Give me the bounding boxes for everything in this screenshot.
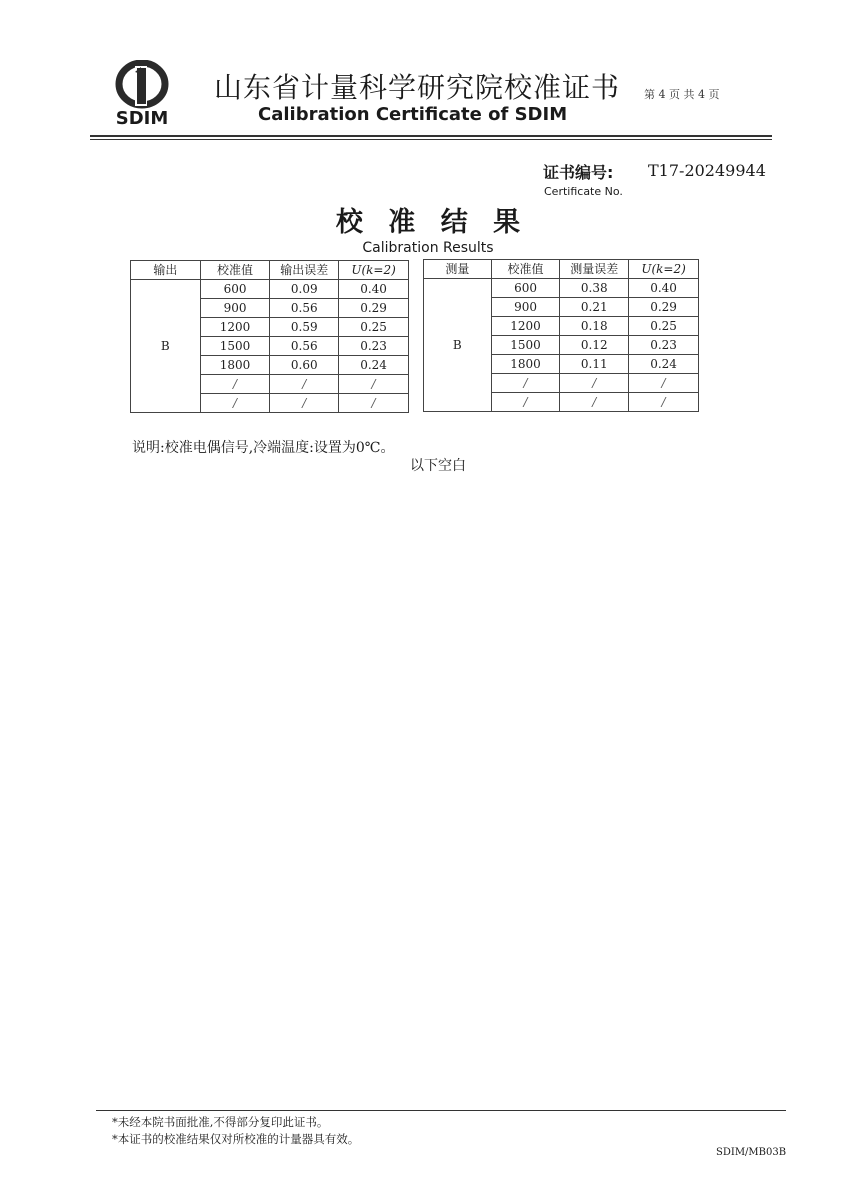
table-cell: / <box>339 394 409 413</box>
table-cell: 0.29 <box>629 298 699 317</box>
table-cell: 0.23 <box>629 336 699 355</box>
table-cell: 0.40 <box>339 280 409 299</box>
table-cell: / <box>270 394 339 413</box>
table-cell: 0.40 <box>629 279 699 298</box>
footer-note-copy: *未经本院书面批准,不得部分复印此证书。 <box>112 1115 329 1129</box>
table-row <box>424 279 699 298</box>
section-title-cn: 校 准 结 果 <box>335 207 529 238</box>
logo-text: SDIM <box>115 108 169 129</box>
table-cell: 0.23 <box>339 337 409 356</box>
column-header: 输出误差 <box>270 261 339 280</box>
table-cell: 0.56 <box>270 337 339 356</box>
table-cell: / <box>491 393 560 412</box>
table-cell: / <box>560 374 629 393</box>
table-cell: 900 <box>491 298 560 317</box>
table-cell: 0.18 <box>560 317 629 336</box>
table-cell: 1500 <box>200 337 270 356</box>
table-cell: 0.25 <box>629 317 699 336</box>
table-cell: 0.09 <box>270 280 339 299</box>
table-cell: 1200 <box>200 318 270 337</box>
table-cell: / <box>491 374 560 393</box>
table-cell: 0.38 <box>560 279 629 298</box>
calibration-note: 说明:校准电偶信号,冷端温度:设置为0℃。 <box>132 440 395 456</box>
column-header: 测量 <box>424 260 492 279</box>
group-cell: B <box>424 279 492 412</box>
table-cell: / <box>560 393 629 412</box>
column-header: U(k=2) <box>339 261 409 280</box>
table-row <box>131 280 409 299</box>
blank-below-notice: 以下空白 <box>410 458 466 474</box>
table-cell: 0.25 <box>339 318 409 337</box>
column-header: U(k=2) <box>629 260 699 279</box>
page-count: 第 4 页 共 4 页 <box>644 88 720 101</box>
table-cell: 0.24 <box>629 355 699 374</box>
table-cell: 600 <box>491 279 560 298</box>
table-cell: / <box>270 375 339 394</box>
table-cell: 1200 <box>491 317 560 336</box>
header-rule-thick <box>90 135 772 137</box>
organization-name-cn: 山东省计量科学研究院校准证书 <box>214 71 621 104</box>
column-header: 输出 <box>131 261 201 280</box>
certificate-number-label-en: Certificate No. <box>544 185 623 198</box>
table-cell: 1800 <box>491 355 560 374</box>
group-cell: B <box>131 280 201 413</box>
table-cell: / <box>339 375 409 394</box>
table-cell: 0.11 <box>560 355 629 374</box>
table-header-row <box>424 260 699 279</box>
certificate-number: T17-20249944 <box>648 161 766 180</box>
table-cell: 0.21 <box>560 298 629 317</box>
table-cell: / <box>200 394 270 413</box>
organization-name-en: Calibration Certificate of SDIM <box>258 104 568 125</box>
table-cell: / <box>200 375 270 394</box>
table-cell: 900 <box>200 299 270 318</box>
table-cell: 0.29 <box>339 299 409 318</box>
table-cell: 1500 <box>491 336 560 355</box>
column-header: 校准值 <box>200 261 270 280</box>
form-code: SDIM/MB03B <box>716 1147 787 1158</box>
section-title-en: Calibration Results <box>362 240 494 256</box>
measurement-results-table <box>423 259 699 412</box>
table-cell: 600 <box>200 280 270 299</box>
certificate-number-label: 证书编号: <box>543 163 614 182</box>
column-header: 校准值 <box>491 260 560 279</box>
table-cell: / <box>629 393 699 412</box>
table-cell: 0.24 <box>339 356 409 375</box>
header-rule-thin <box>90 139 772 140</box>
table-header-row <box>131 261 409 280</box>
column-header: 测量误差 <box>560 260 629 279</box>
table-cell: / <box>629 374 699 393</box>
footer-rule <box>96 1110 786 1111</box>
table-cell: 0.60 <box>270 356 339 375</box>
table-cell: 1800 <box>200 356 270 375</box>
table-cell: 0.56 <box>270 299 339 318</box>
table-cell: 0.59 <box>270 318 339 337</box>
footer-note-validity: *本证书的校准结果仅对所校准的计量器具有效。 <box>112 1132 360 1146</box>
output-results-table <box>130 260 409 413</box>
table-cell: 0.12 <box>560 336 629 355</box>
